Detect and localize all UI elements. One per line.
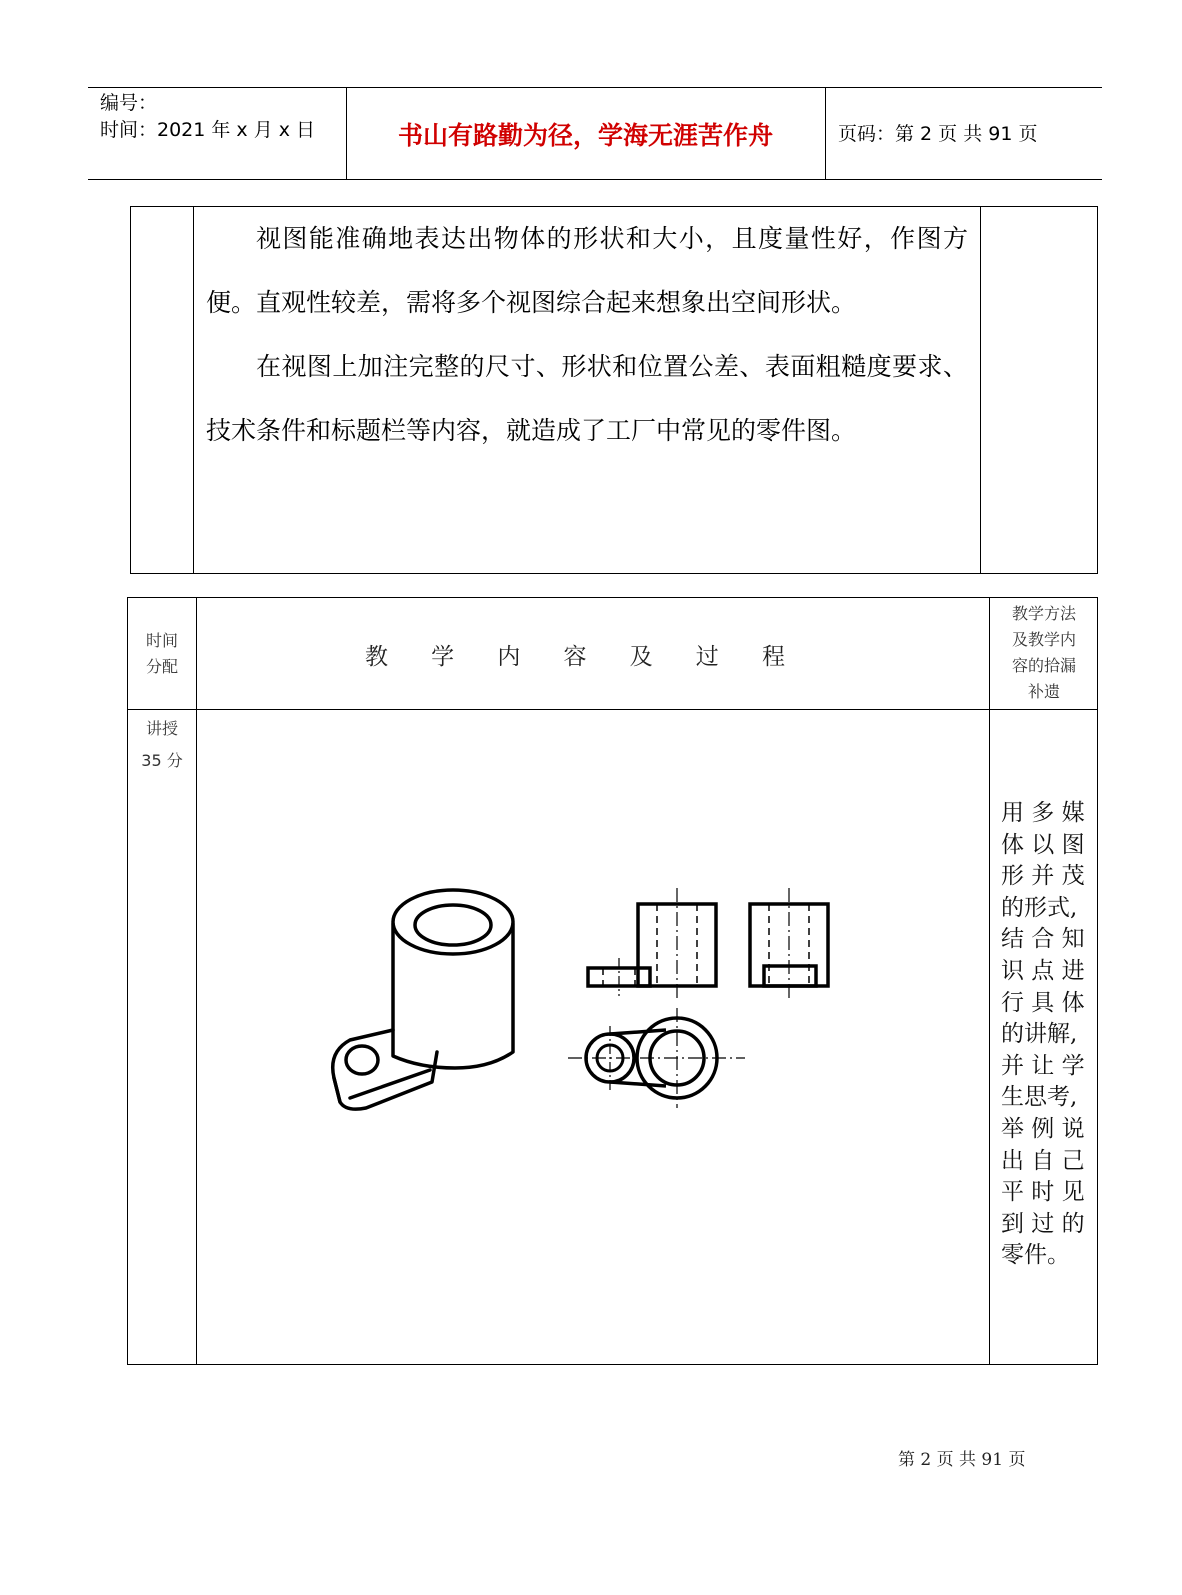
note-line: 并 让 学 bbox=[1001, 1052, 1085, 1079]
note-line: 出 自 己 bbox=[1001, 1147, 1085, 1174]
paragraph-views: 视图能准确地表达出物体的形状和大小，且度量性好，作图方便。直观性较差，需将多个视图综合起来想象出空间形状。 bbox=[206, 224, 968, 317]
note-line: 体 以 图 bbox=[1001, 831, 1085, 858]
note-line: 行 具 体 bbox=[1001, 989, 1085, 1016]
note-line: 举 例 说 bbox=[1001, 1115, 1085, 1142]
process-char: 学 bbox=[431, 644, 455, 670]
doc-number-label: 编号： bbox=[100, 92, 158, 114]
teaching-method-note bbox=[1001, 798, 1089, 1272]
note-line: 平 时 见 bbox=[1001, 1179, 1085, 1206]
process-char: 容 bbox=[563, 644, 587, 670]
part-drawing-figure bbox=[320, 880, 840, 1120]
doc-time-label: 时间：2021 年 x 月 x 日 bbox=[100, 119, 316, 141]
note-line: 结 合 知 bbox=[1001, 926, 1085, 953]
note-line: 识 点 进 bbox=[1001, 957, 1085, 984]
process-char: 程 bbox=[761, 644, 785, 670]
col-header-process bbox=[365, 638, 785, 671]
process-char: 教 bbox=[365, 644, 388, 670]
header-motto: 书山有路勤为径，学海无涯苦作舟 bbox=[397, 121, 773, 150]
note-line: 的形式, bbox=[1001, 894, 1078, 921]
process-char: 过 bbox=[695, 644, 719, 670]
t2-header-rule bbox=[127, 709, 1098, 710]
isometric-part-view bbox=[333, 890, 513, 1109]
header-top-rule bbox=[88, 87, 1102, 88]
col-header-time: 时间 分配 bbox=[145, 631, 178, 676]
header-page-label: 页码：第 2 页 共 91 页 bbox=[838, 123, 1038, 145]
t1-body bbox=[206, 207, 968, 463]
note-line: 到 过 的 bbox=[1001, 1210, 1085, 1237]
orthographic-views bbox=[568, 888, 828, 1108]
header-divider-right bbox=[825, 87, 826, 179]
paragraph-part-drawing: 在视图上加注完整的尺寸、形状和位置公差、表面粗糙度要求、技术条件和标题栏等内容，就造成了工厂中常见的零件图。 bbox=[206, 352, 968, 445]
note-line: 零件。 bbox=[1001, 1242, 1070, 1269]
t1-col-divider-2 bbox=[980, 206, 981, 574]
process-char: 内 bbox=[497, 644, 521, 670]
header-bottom-rule bbox=[88, 179, 1102, 180]
note-line: 的讲解, bbox=[1001, 1021, 1078, 1048]
row-time-allocation: 讲授 35 分 bbox=[141, 719, 183, 770]
t1-col-divider-1 bbox=[193, 206, 194, 574]
note-line: 生思考, bbox=[1001, 1084, 1078, 1111]
note-line: 用 多 媒 bbox=[1001, 800, 1085, 826]
note-line: 形 并 茂 bbox=[1001, 863, 1085, 890]
col-header-method: 教学方法 及教学内 容的拾漏 补遗 bbox=[1011, 604, 1076, 701]
page-footer: 第 2 页 共 91 页 bbox=[898, 1450, 1026, 1470]
t2-col-divider-2 bbox=[989, 597, 990, 1365]
t2-col-divider-1 bbox=[196, 597, 197, 1365]
process-char: 及 bbox=[629, 644, 653, 670]
